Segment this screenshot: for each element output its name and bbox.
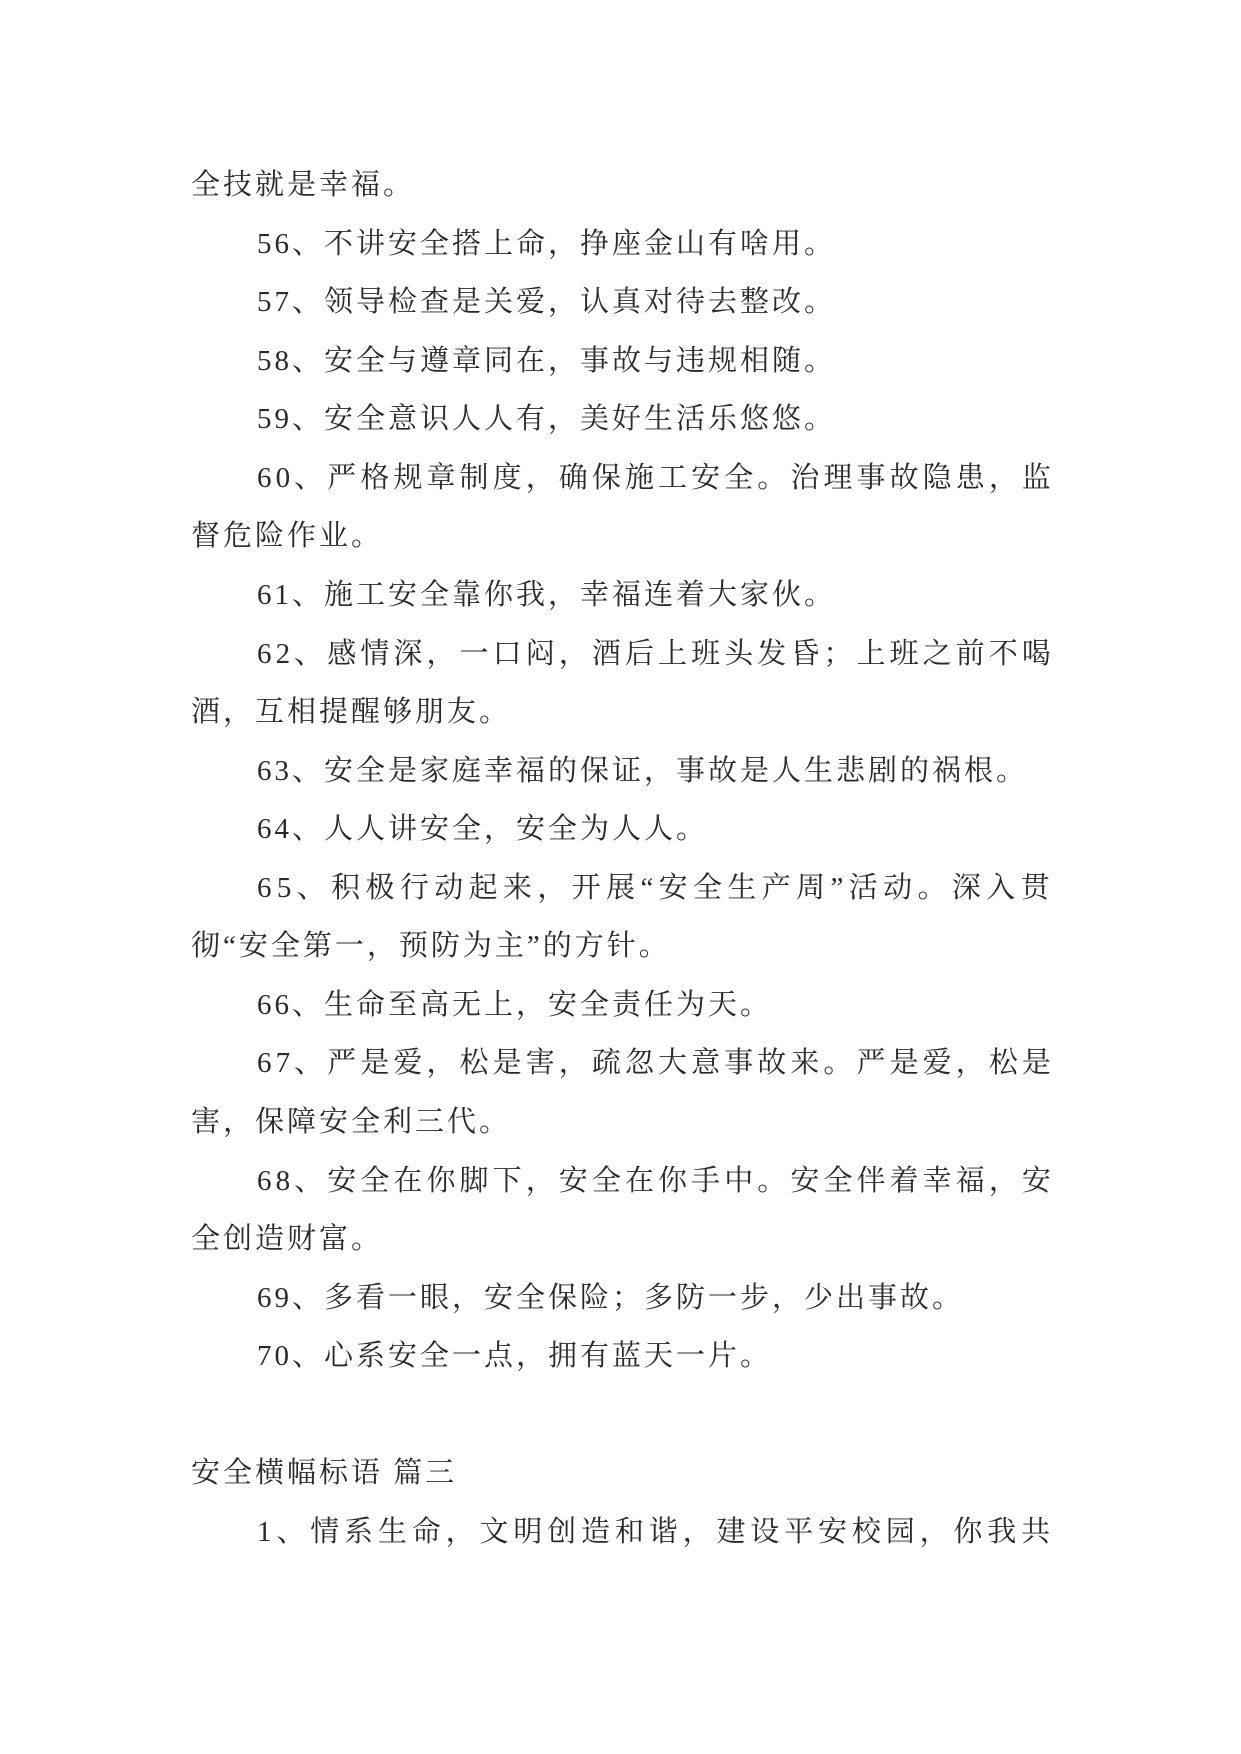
slogan-line: 彻“安全第一，预防为主”的方针。: [191, 930, 671, 963]
slogan-line: 65、积极行动起来，开展“安全生产周”活动。深入贯: [257, 871, 1055, 904]
slogan-item-64: [191, 800, 1055, 859]
blank-line: [191, 1386, 1055, 1445]
slogan-line: 70、心系安全一点，拥有蓝天一片。: [257, 1340, 773, 1373]
slogan-item-69: [191, 1269, 1055, 1328]
slogan-line: 1、情系生命，文明创造和谐，建设平安校园，你我共: [257, 1515, 1055, 1548]
slogan-line: 57、领导检查是关爱，认真对待去整改。: [257, 286, 837, 319]
slogan-item-66: [191, 976, 1055, 1035]
slogan-item-59: [191, 390, 1055, 449]
slogan-item-68: [191, 1152, 1055, 1269]
slogan-line: 全创造财富。: [191, 1223, 384, 1256]
slogan-line: 56、不讲安全搭上命，挣座金山有啥用。: [257, 227, 837, 260]
slogan-line: 67、严是爱，松是害，疏忽大意事故来。严是爱，松是: [257, 1047, 1055, 1080]
slogan-line: 66、生命至高无上，安全责任为天。: [257, 988, 773, 1021]
slogan-line: 62、感情深，一口闷，酒后上班头发昏；上班之前不喝: [257, 637, 1055, 670]
slogan-line: 督危险作业。: [191, 520, 384, 553]
slogan-item-70: [191, 1327, 1055, 1386]
slogan-line: 61、施工安全靠你我，幸福连着大家伙。: [257, 578, 837, 611]
slogan-item-65: [191, 859, 1055, 976]
slogan-item-58: [191, 332, 1055, 391]
paragraph-continuation: 全技就是幸福。: [191, 169, 416, 201]
slogan-line: 60、严格规章制度，确保施工安全。治理事故隐患，监: [257, 461, 1055, 494]
slogan-item-62: [191, 625, 1055, 742]
slogan-item-60: [191, 449, 1055, 566]
slogan-item-63: [191, 742, 1055, 801]
slogan-line: 酒，互相提醒够朋友。: [191, 696, 512, 729]
slogan-line: 64、人人讲安全，安全为人人。: [257, 813, 709, 846]
document-body: [191, 156, 1055, 1562]
slogan-line: 59、安全意识人人有，美好生活乐悠悠。: [257, 403, 837, 436]
slogan-line: 68、安全在你脚下，安全在你手中。安全伴着幸福，安: [257, 1164, 1055, 1197]
slogan-line: 69、多看一眼，安全保险；多防一步，少出事故。: [257, 1281, 965, 1314]
slogan-item-61: [191, 566, 1055, 625]
slogan-line: 害，保障安全利三代。: [191, 1106, 512, 1138]
slogan-line: 58、安全与遵章同在，事故与违规相随。: [257, 344, 837, 377]
section-heading: 安全横幅标语 篇三: [191, 1457, 458, 1490]
slogan-item-57: [191, 273, 1055, 332]
slogan-item-56: [191, 215, 1055, 274]
slogan-line: 63、安全是家庭幸福的保证，事故是人生悲剧的祸根。: [257, 754, 1029, 787]
slogan-item-67: [191, 1034, 1055, 1151]
section-slogan-item-1: [191, 1503, 1055, 1562]
